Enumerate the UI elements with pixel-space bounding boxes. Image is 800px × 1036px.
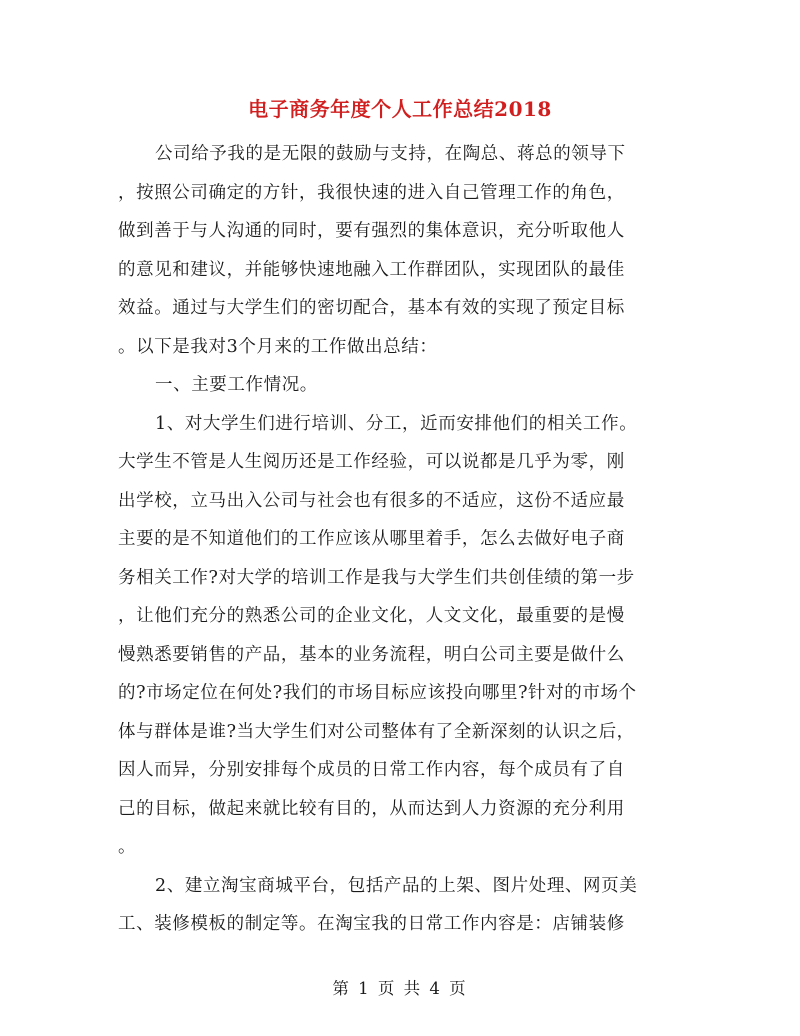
- paragraph-line: 公司给予我的是无限的鼓励与支持，在陶总、蒋总的领导下: [155, 144, 626, 164]
- paragraph-line: 己的目标，做起来就比较有目的，从而达到人力资源的充分利用: [118, 798, 625, 819]
- paragraph-line: 。: [118, 837, 137, 857]
- paragraph-line: 体与群体是谁?当大学生们对公司整体有了全新深刻的认识之后，: [118, 721, 635, 742]
- paragraph-line: 1、对大学生们进行培训、分工，近而安排他们的相关工作。: [155, 413, 638, 434]
- paragraph-line: 出学校，立马出入公司与社会也有很多的不适应，这份不适应最: [118, 490, 625, 511]
- paragraph-line: 的意见和建议，并能够快速地融入工作群团队，实现团队的最佳: [118, 259, 625, 280]
- paragraph-line: ，让他们充分的熟悉公司的企业文化，人文文化，最重要的是慢: [118, 606, 625, 626]
- paragraph-line: 主要的是不知道他们的工作应该从哪里着手，怎么去做好电子商: [118, 529, 625, 549]
- paragraph-line: 效益。通过与大学生们的密切配合，基本有效的实现了预定目标: [118, 298, 625, 318]
- paragraph-line: 因人而异，分别安排每个成员的日常工作内容，每个成员有了自: [118, 760, 625, 780]
- paragraph-line: 务相关工作?对大学的培训工作是我与大学生们共创佳绩的第一步: [118, 567, 635, 588]
- paragraph-line: 的?市场定位在何处?我们的市场目标应该投向哪里?针对的市场个: [118, 683, 637, 703]
- document-body: [118, 135, 683, 944]
- paragraph-line: 大学生不管是人生阅历还是工作经验，可以说都是几乎为零，刚: [118, 452, 625, 472]
- section-heading: 一、主要工作情况。: [155, 375, 318, 395]
- document-title: 电子商务年度个人工作总结2018: [248, 97, 552, 121]
- paragraph-line: 工、装修模板的制定等。在淘宝我的日常工作内容是：店铺装修: [118, 914, 625, 934]
- page-footer: 第 1 页 共 4 页: [332, 979, 468, 998]
- paragraph-line: 做到善于与人沟通的同时，要有强烈的集体意识，充分听取他人: [118, 221, 625, 241]
- paragraph-line: 2、建立淘宝商城平台，包括产品的上架、图片处理、网页美: [155, 875, 638, 896]
- paragraph-line: ，按照公司确定的方针，我很快速的进入自己管理工作的角色，: [118, 182, 625, 203]
- paragraph-line: 慢熟悉要销售的产品，基本的业务流程，明白公司主要是做什么: [118, 644, 625, 665]
- paragraph-line: 。以下是我对3个月来的工作做出总结：: [118, 336, 438, 357]
